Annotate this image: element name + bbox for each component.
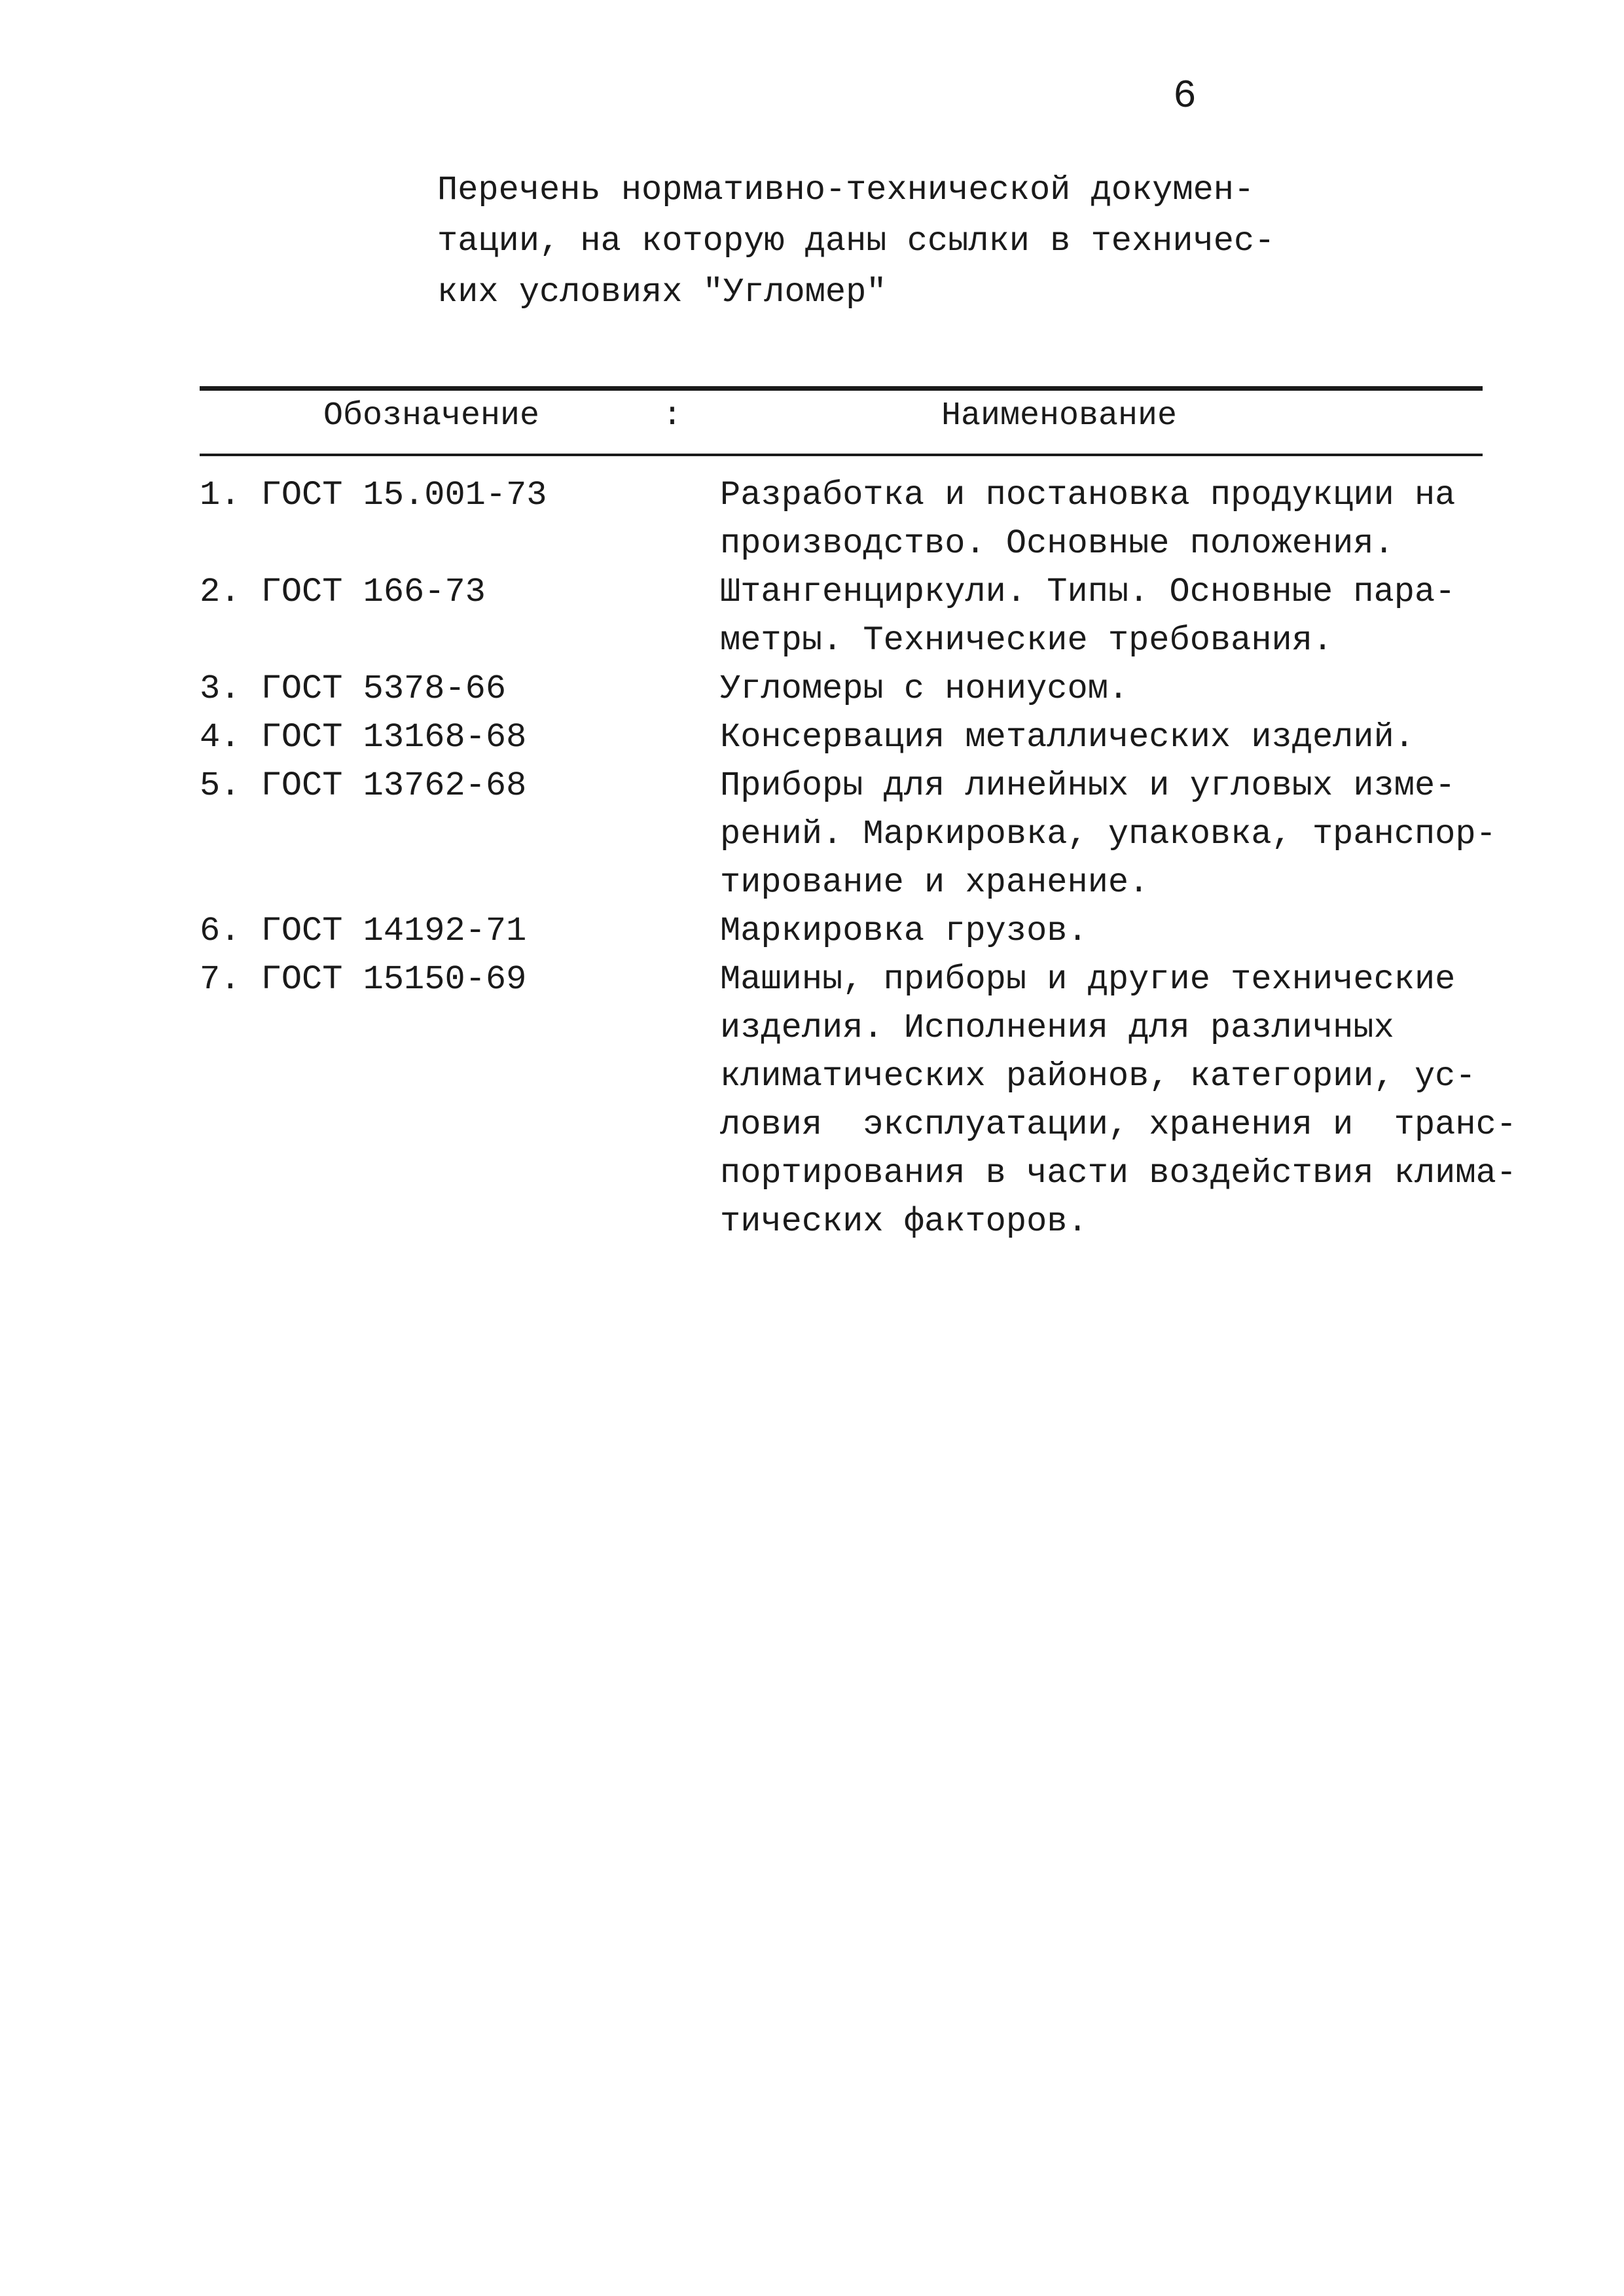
title-line: ких условиях "Угломер" (437, 273, 887, 312)
name-line: Угломеры с нониусом. (720, 670, 1129, 708)
designation-cell: 7. ГОСТ 15150-69 (200, 960, 527, 999)
designation-cell: 4. ГОСТ 13168-68 (200, 718, 527, 757)
name-line: Машины, приборы и другие технические (720, 960, 1456, 999)
name-line: тирование и хранение. (720, 863, 1149, 902)
name-cell (720, 956, 1525, 1246)
name-cell (720, 568, 1525, 665)
name-line: Разработка и постановка продукции на (720, 476, 1456, 514)
name-line: Консервация металлических изделий. (720, 718, 1415, 757)
table-row (200, 471, 1515, 568)
page-number: 6 (1173, 75, 1197, 119)
designation-cell: 3. ГОСТ 5378-66 (200, 670, 507, 708)
table-header-rule (200, 454, 1483, 456)
designation-cell: 1. ГОСТ 15.001-73 (200, 476, 547, 514)
name-cell (720, 665, 1525, 713)
table-row (200, 568, 1515, 665)
name-cell (720, 762, 1525, 907)
designation-cell: 6. ГОСТ 14192-71 (200, 912, 527, 950)
name-line: Приборы для линейных и угловых изме- (720, 766, 1456, 805)
name-line: изделия. Исполнения для различных (720, 1009, 1394, 1047)
name-line: тических факторов. (720, 1202, 1088, 1241)
name-line: Штангенциркули. Типы. Основные пара- (720, 573, 1456, 611)
name-line: ловия эксплуатации, хранения и транс- (720, 1105, 1517, 1144)
name-line: метры. Технические требования. (720, 621, 1333, 660)
name-line: Маркировка грузов. (720, 912, 1088, 950)
name-line: рений. Маркировка, упаковка, транспор- (720, 815, 1496, 853)
name-line: портирования в части воздействия клима- (720, 1154, 1517, 1193)
table-row (200, 907, 1515, 956)
designation-cell: 5. ГОСТ 13762-68 (200, 766, 527, 805)
column-header-name: Наименование (941, 397, 1178, 435)
document-title (437, 165, 1327, 318)
name-cell (720, 907, 1525, 956)
table-row (200, 762, 1515, 907)
table-row (200, 713, 1515, 762)
name-line: климатических районов, категории, ус- (720, 1057, 1476, 1096)
name-line: производство. Основные положения. (720, 524, 1394, 563)
reference-table (200, 471, 1515, 1246)
column-header-separator: : (662, 397, 683, 435)
column-header-designation: Обозначение (323, 397, 540, 435)
table-row (200, 956, 1515, 1246)
title-line: Перечень нормативно-технической докумен- (437, 171, 1255, 209)
title-line: тации, на которую даны ссылки в техничес- (437, 222, 1275, 260)
table-row (200, 665, 1515, 713)
name-cell (720, 471, 1525, 568)
table-top-rule (200, 386, 1483, 391)
name-cell (720, 713, 1525, 762)
designation-cell: 2. ГОСТ 166-73 (200, 573, 486, 611)
